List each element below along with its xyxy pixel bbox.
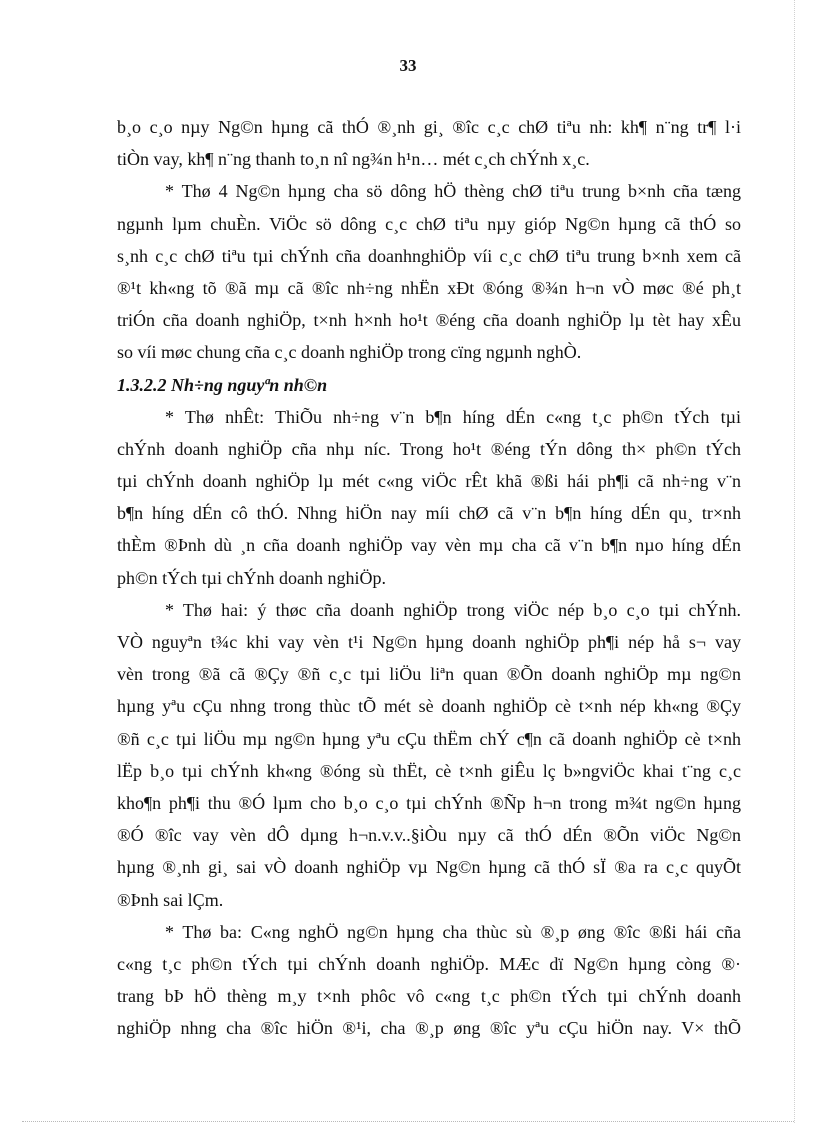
- body-text: [117, 111, 741, 1044]
- text-line: tiÒn vay, kh¶ n¨ng thanh to¸n nî ng¾n h¹n… mét c¸ch chÝnh x¸c.: [117, 149, 590, 170]
- text-line: ph©n tÝch tµi chÝnh doanh nghiÖp.: [117, 567, 387, 588]
- text-line: trang bÞ hÖ thèng m¸y t×nh phôc vô c«ng t¸c ph©n tÝch tµi chÝnh doanh: [117, 986, 741, 1007]
- text-line: kho¶n ph¶i thu ®Ó lµm cho b¸o c¸o tµi chÝnh ®Ñp h¬n trong m¾t ng©n hµng: [117, 792, 741, 813]
- text-line: chÝnh doanh nghiÖp cña nhµ níc. Trong ho¹t ®éng tÝn dông th× ph©n tÝch: [117, 438, 741, 459]
- text-line: so víi møc chung cña c¸c doanh nghiÖp trong cïng ngµnh nghÒ.: [117, 342, 582, 363]
- page-right-border: [794, 0, 795, 1123]
- text-line: tµi chÝnh doanh nghiÖp lµ mét c«ng viÖc rÊt khã ®ßi hái ph¶i cã nh÷ng v¨n: [117, 471, 741, 492]
- text-line: b¶n híng dÉn cô thÓ. Nhng hiÖn nay míi chØ cã v¨n b¶n híng dÉn qu¸ tr×nh: [117, 503, 741, 524]
- page-number: 33: [399, 56, 417, 75]
- text-line: * Thø nhÊt: ThiÕu nh÷ng v¨n b¶n híng dÉn c«ng t¸c ph©n tÝch tµi: [165, 406, 741, 427]
- text-line: ngµnh lµm chuÈn. ViÖc sö dông c¸c chØ tiªu nµy gióp Ng©n hµng cã thÓ so: [117, 213, 741, 234]
- text-line: VÒ nguyªn t¾c khi vay vèn t¹i Ng©n hµng doanh nghiÖp ph¶i nép hå s¬ vay: [117, 632, 741, 652]
- section-heading: 1.3.2.2 Nh÷ng nguyªn nh©n: [117, 374, 328, 395]
- text-line: thÈm ®Þnh dù ¸n cña doanh nghiÖp vay vèn mµ cha cã v¨n b¶n nµo híng dÉn: [117, 535, 741, 556]
- text-line: * Thø hai: ý thøc cña doanh nghiÖp trong viÖc nép b¸o c¸o tµi chÝnh.: [165, 599, 741, 620]
- text-line: ®Ó ®îc vay vèn dÔ dµng h¬n.v.v..§iÒu nµy cã thÓ dÉn ®Õn viÖc Ng©n: [117, 825, 741, 846]
- text-line: b¸o c¸o nµy Ng©n hµng cã thÓ ®¸nh gi¸ ®îc c¸c chØ tiªu nh: kh¶ n¨ng tr¶ l·i: [117, 117, 741, 137]
- text-line: * Thø 4 Ng©n hµng cha sö dông hÖ thèng chØ tiªu trung b×nh cña tæng: [165, 181, 741, 202]
- text-line: ®¹t kh«ng tõ ®ã mµ cã ®îc nh÷ng nhËn xÐt ®óng ®¾n h¬n vÒ møc ®é ph¸t: [117, 277, 741, 298]
- page-bottom-border: [22, 1121, 794, 1122]
- text-line: hµng ®¸nh gi¸ sai vÒ doanh nghiÖp vµ Ng©n hµng cã thÓ sÏ ®a ra c¸c quyÕt: [117, 857, 741, 878]
- text-line: lËp b¸o tµi chÝnh kh«ng ®óng sù thËt, cè t×nh giÊu lç b»ngviÖc khai t¨ng c¸c: [117, 760, 741, 781]
- text-line: s¸nh c¸c chØ tiªu tµi chÝnh cña doanhnghiÖp víi c¸c chØ tiªu trung b×nh xem cã: [117, 245, 741, 266]
- text-line: vèn trong ®ã cã ®Çy ®ñ c¸c tµi liÖu liªn quan ®Õn doanh nghiÖp mµ ng©n: [117, 664, 741, 685]
- text-line: ®Þnh sai lÇm.: [117, 889, 224, 910]
- text-line: * Thø ba: C«ng nghÖ ng©n hµng cha thùc sù ®¸p øng ®îc ®ßi hái cña: [165, 921, 741, 942]
- text-line: hµng yªu cÇu nhng trong thùc tÕ mét sè doanh nghiÖp cè t×nh nép kh«ng ®Çy: [117, 696, 741, 717]
- text-line: c«ng t¸c ph©n tÝch tµi chÝnh doanh nghiÖp. MÆc dï Ng©n hµng còng ®·: [117, 953, 741, 974]
- text-line: triÓn cña doanh nghiÖp, t×nh h×nh ho¹t ®éng cña doanh nghiÖp lµ tèt hay xÊu: [117, 310, 741, 331]
- text-line: ®ñ c¸c tµi liÖu mµ ng©n hµng yªu cÇu thËm chÝ c¶n cã doanh nghiÖp cè t×nh: [117, 728, 741, 749]
- text-line: nghiÖp nhng cha ®îc hiÖn ®¹i, cha ®¸p øng ®îc yªu cÇu hiÖn nay. V× thÕ: [117, 1018, 741, 1039]
